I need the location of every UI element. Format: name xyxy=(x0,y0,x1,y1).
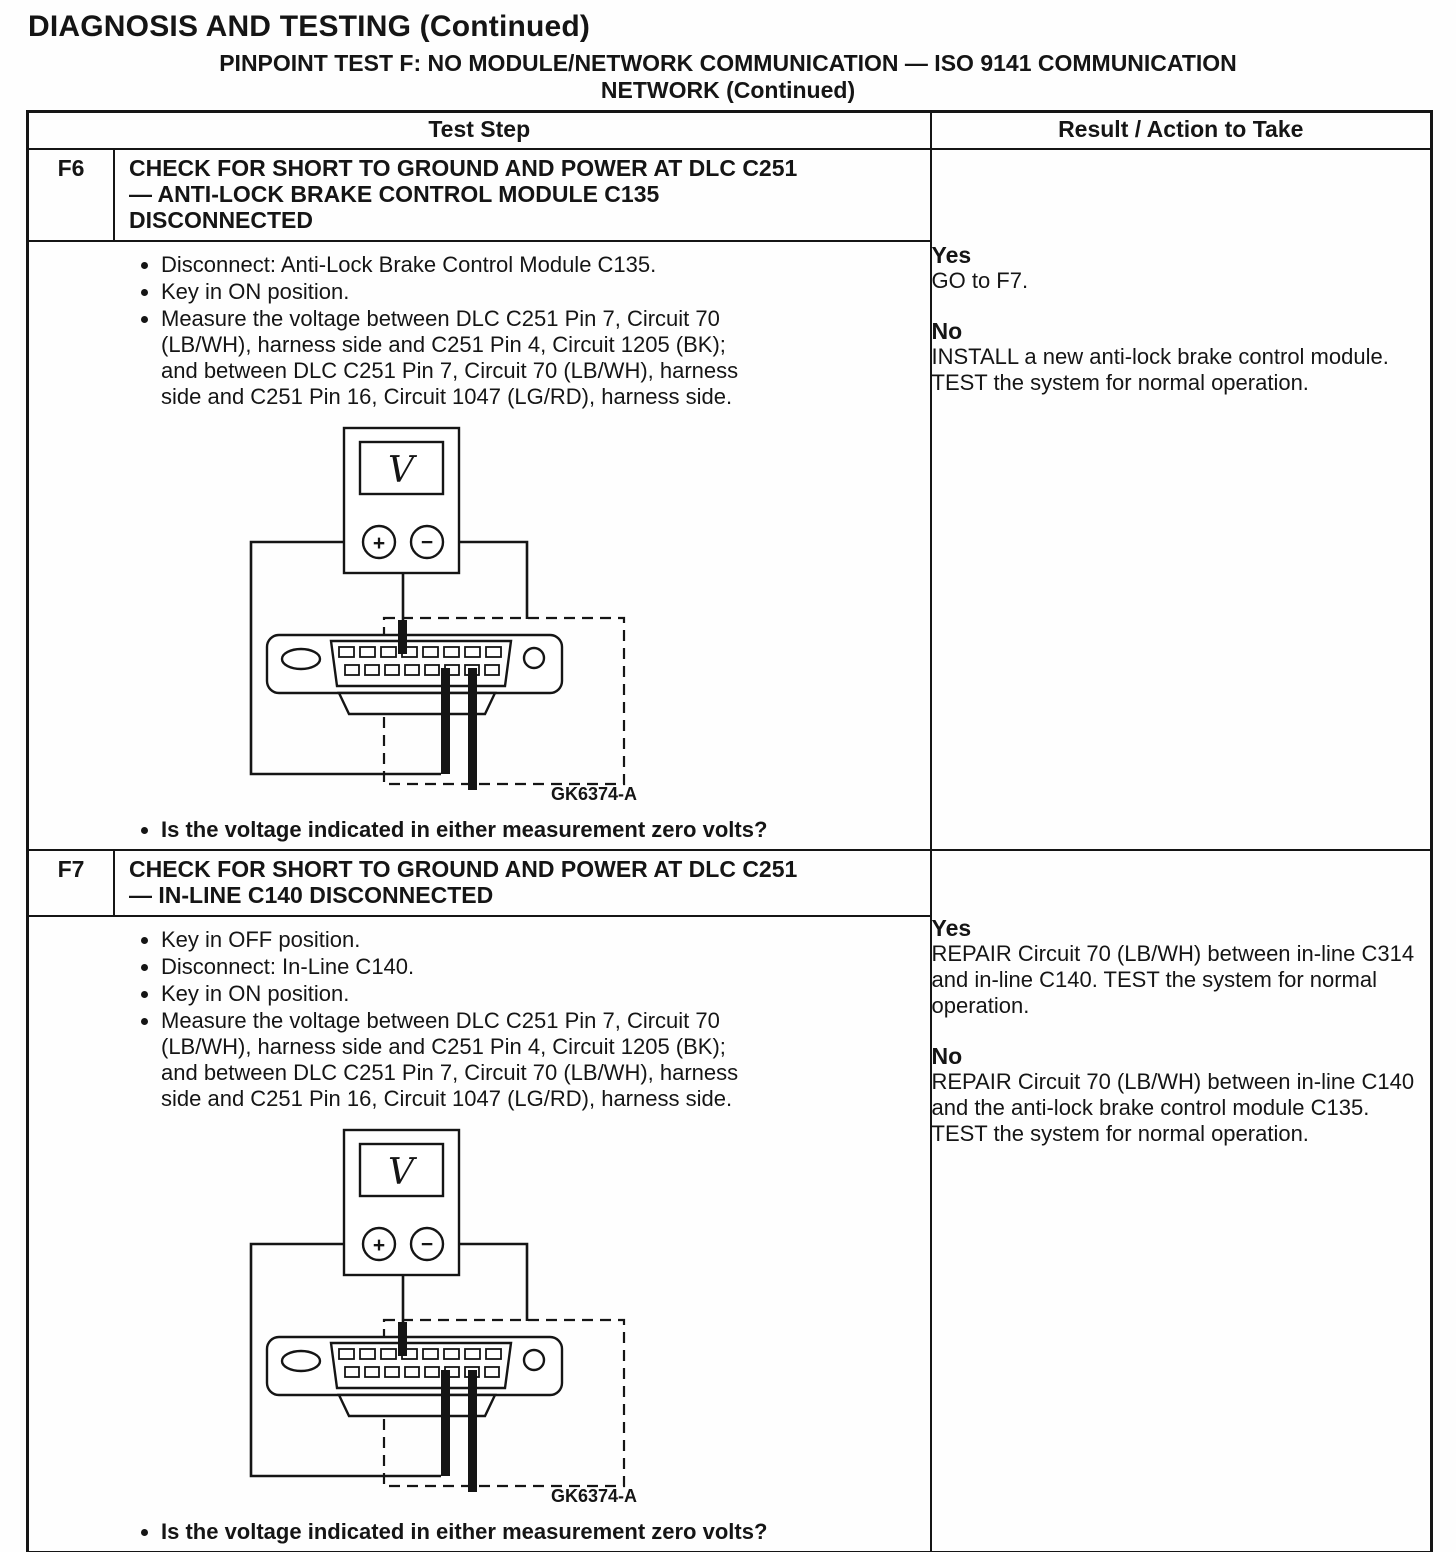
instruction-item: • Key in OFF position. xyxy=(161,927,755,953)
pinpoint-test-table xyxy=(26,110,1433,1552)
result-yes-label: Yes xyxy=(931,242,972,268)
plus-sign: + xyxy=(372,1234,386,1257)
probe-pin4 xyxy=(441,1370,450,1476)
minus-sign: − xyxy=(420,1233,434,1256)
dlc-left-slot xyxy=(282,649,320,669)
probe-pin7 xyxy=(398,1322,407,1356)
probe-pin7 xyxy=(398,620,407,654)
instruction-item: • Key in ON position. xyxy=(161,279,755,305)
question-item: • Is the voltage indicated in either measurement zero volts? xyxy=(161,1519,924,1545)
question-item: • Is the voltage indicated in either measurement zero volts? xyxy=(161,817,924,843)
result-no-label: No xyxy=(931,1043,963,1069)
step-row-f6 xyxy=(28,149,1432,850)
instruction-item: • Measure the voltage between DLC C251 Pin 7, Circuit 70 (LB/WH), harness side and C251 Pin 4, Circuit 1205 (BK); and between DLC C251 Pin 7, Circuit 70 (LB/WH), harness side and C251 Pin 16, Circuit 1047 (LG/RD), harness side. xyxy=(161,1008,755,1112)
step-id: F6 xyxy=(29,150,115,240)
figure-id: GK6374-A xyxy=(550,1486,637,1506)
instruction-item: • Key in ON position. xyxy=(161,981,755,1007)
instruction-item: • Disconnect: In-Line C140. xyxy=(161,954,755,980)
result-yes-text: REPAIR Circuit 70 (LB/WH) between in-line C314 and in-line C140. TEST the system for normal operation. xyxy=(931,941,1415,1018)
step-cell-f6 xyxy=(28,149,931,850)
plus-sign: + xyxy=(372,532,386,555)
step-question xyxy=(29,817,924,843)
result-no-text: REPAIR Circuit 70 (LB/WH) between in-line C140 and the anti-lock brake control module C135. TEST the system for normal operation. xyxy=(931,1069,1415,1146)
diagram-f7 xyxy=(179,1124,639,1511)
step-head-f7 xyxy=(29,851,930,917)
step-cell-f7 xyxy=(28,850,931,1552)
step-title: CHECK FOR SHORT TO GROUND AND POWER AT DLC C251 — IN-LINE C140 DISCONNECTED xyxy=(129,856,798,908)
dlc-right-hole xyxy=(524,648,544,668)
table-header-row xyxy=(28,112,1432,150)
dlc-pin-field xyxy=(331,1343,511,1388)
page-title: DIAGNOSIS AND TESTING (Continued) xyxy=(28,10,591,43)
result-no-text: INSTALL a new anti-lock brake control module. TEST the system for normal operation. xyxy=(931,344,1389,395)
result-no-label: No xyxy=(931,318,963,344)
dlc-voltmeter-diagram xyxy=(179,1124,639,1506)
probe-pin16 xyxy=(468,668,477,790)
voltmeter-label: V xyxy=(388,1152,414,1193)
step-body-f7 xyxy=(29,917,930,1551)
instruction-item: • Measure the voltage between DLC C251 Pin 7, Circuit 70 (LB/WH), harness side and C251 Pin 4, Circuit 1205 (BK); and between DLC C251 Pin 7, Circuit 70 (LB/WH), harness side and C251 Pin 16, Circuit 1047 (LG/RD), harness side. xyxy=(161,306,755,410)
probe-pin4 xyxy=(441,668,450,774)
result-cell-f7 xyxy=(931,850,1432,1552)
figure-id: GK6374-A xyxy=(550,784,637,804)
instruction-item: • Disconnect: Anti-Lock Brake Control Module C135. xyxy=(161,252,755,278)
result-cell-f6 xyxy=(931,149,1432,850)
step-instructions xyxy=(29,927,755,1112)
step-title: CHECK FOR SHORT TO GROUND AND POWER AT DLC C251 — ANTI-LOCK BRAKE CONTROL MODULE C135 DISCONNECTED xyxy=(129,155,798,233)
dlc-right-hole xyxy=(524,1350,544,1370)
result-yes-label: Yes xyxy=(931,915,972,941)
diagram-f6 xyxy=(179,422,639,809)
section-subtitle-line2: NETWORK (Continued) xyxy=(600,77,856,103)
probe-pin16 xyxy=(468,1370,477,1492)
step-instructions xyxy=(29,252,755,410)
section-subtitle-line1: PINPOINT TEST F: NO MODULE/NETWORK COMMUNICATION — ISO 9141 COMMUNICATION xyxy=(219,50,1237,76)
step-row-f7 xyxy=(28,850,1432,1552)
step-id: F7 xyxy=(29,851,115,915)
step-question xyxy=(29,1519,924,1545)
step-head-f6 xyxy=(29,150,930,242)
minus-sign: − xyxy=(420,531,434,554)
voltmeter-label: V xyxy=(388,450,414,491)
dlc-left-slot xyxy=(282,1351,320,1371)
manual-page xyxy=(0,10,1456,1552)
dlc-voltmeter-diagram xyxy=(179,422,639,804)
step-body-f6 xyxy=(29,242,930,849)
column-header-test-step: Test Step xyxy=(28,112,931,150)
dlc-pin-field xyxy=(331,641,511,686)
section-subtitle xyxy=(0,50,1456,104)
result-yes-text: GO to F7. xyxy=(931,268,1029,293)
column-header-result: Result / Action to Take xyxy=(931,112,1432,150)
